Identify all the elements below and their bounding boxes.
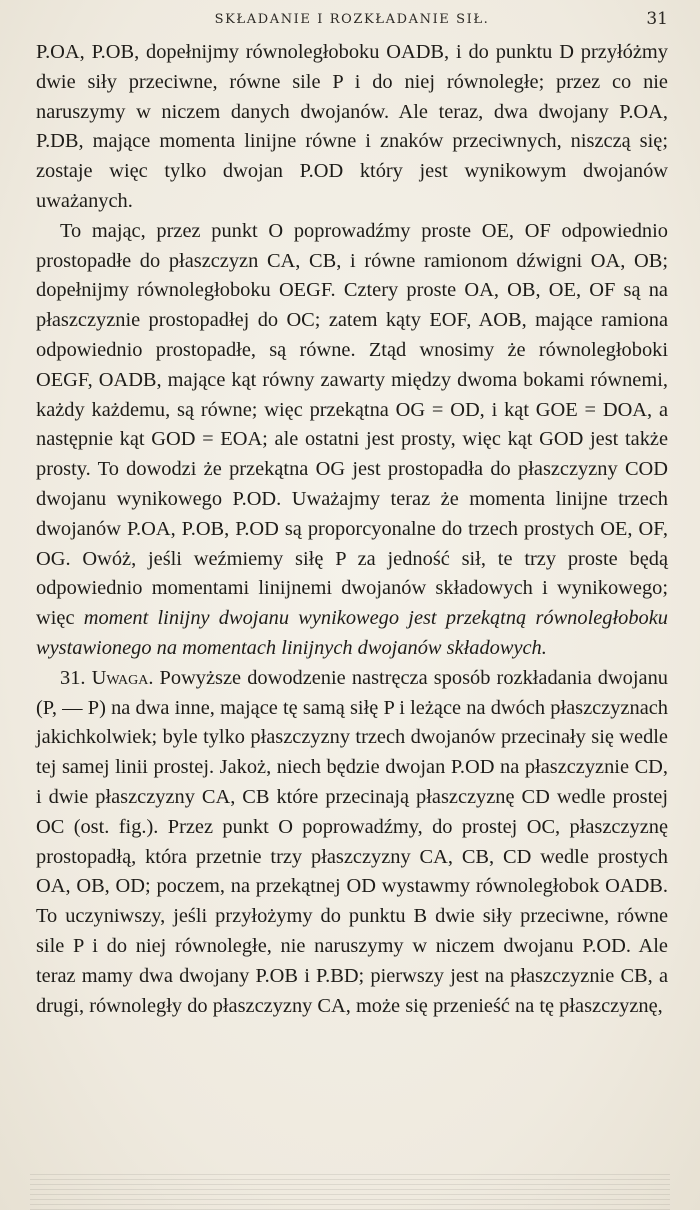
paragraph-remark <box>36 664 668 1022</box>
theorem-statement: moment linijny dwojanu wynikowego jest przekątną równoległoboku wystawionego na momentach linijnych dwojanów składowych. <box>36 607 668 659</box>
section-number: 31. <box>60 666 86 689</box>
paragraph-proof-text: To mając, przez punkt O poprowadźmy proste OE, OF odpowiednio prostopadłe do płaszczyzn CA, CB, i równe ramionom dźwigni OA, OB; dopełnijmy równoległoboku OEGF. Cztery proste OA, OB, OE, OF są na płaszczyznie prostopadłej do OC; zatem kąty EOF, AOB, mające ramiona odpowiednio prostopadłe, są równe. Ztąd wnosimy że równoległoboki OEGF, OADB, mające kąt równy zawarty między dwoma bokami równemi, każdy każdemu, są równe; więc przekątna OG = OD, i kąt GOE = DOA, a następnie kąt GOD = EOA; ale ostatni jest prosty, więc kąt GOD jest także prosty. To dowodzi że przekątna OG jest prostopadła do płaszczyzny COD dwojanu wynikowego P.OD. Uważajmy teraz że momenta linijne trzech dwojanów P.OA, P.OB, P.OD są proporcyonalne do trzech prostych OE, OF, OG. Owóż, jeśli weźmiemy siłę P za jedność sił, te trzy proste będą odpowiednio momentami linijnemi dwojanów składowych i wynikowego; więc <box>36 219 668 630</box>
page-number: 31 <box>646 9 668 29</box>
paragraph-continuation: P.OA, P.OB, dopełnijmy równoległoboku OADB, i do punktu D przyłóżmy dwie siły przeciwne, równe sile P i do niej równoległe; przez co nie naruszymy w niczem danych dwojanów. Ale teraz, dwa dwojany P.OA, P.DB, mające momenta linijne równe i znaków przeciwnych, niszczą się; zostaje więc tylko dwojan P.OD który jest wynikowym dwojanów uważanych. <box>36 41 668 212</box>
show-through-decoration <box>30 1172 670 1210</box>
body-text <box>36 38 668 1021</box>
remark-text: Powyższe dowodzenie nastręcza sposób rozkładania dwojanu (P, — P) na dwa inne, mające tę samą siłę P i leżące na dwóch płaszczyznach jakichkolwiek; byle tylko płaszczyzny trzech dwojanów przecinały się wedle tej samej linii prostej. Jakoż, niech będzie dwojan P.OD na płaszczyznie CD, i dwie płaszczyzny CA, CB które przecinają płaszczyznę CD wedle prostej OC (ost. fig.). Przez punkt O poprowadźmy, do prostej OC, płaszczyznę prostopadłą, która przetnie trzy płaszczyzny CA, CB, CD wedle prostych OA, OB, OD; poczem, na przekątnej OD wystawmy równoległobok OADB. To uczyniwszy, jeśli przyłożymy do punktu B dwie siły przeciwne, równe sile P i do niej równoległe, nie naruszymy w niczem dwojanu P.OD. Ale teraz mamy dwa dwojany P.OB i P.BD; pierwszy jest na płaszczyznie CB, a drugi, równoległy do płaszczyzny CA, może się przenieść na tę płaszczyznę, <box>36 666 668 1017</box>
remark-label: Uwaga. <box>91 666 154 689</box>
running-title: SKŁADANIE I ROZKŁADANIE SIŁ. <box>214 12 490 27</box>
paragraph-proof <box>36 217 668 664</box>
running-head <box>36 0 668 38</box>
